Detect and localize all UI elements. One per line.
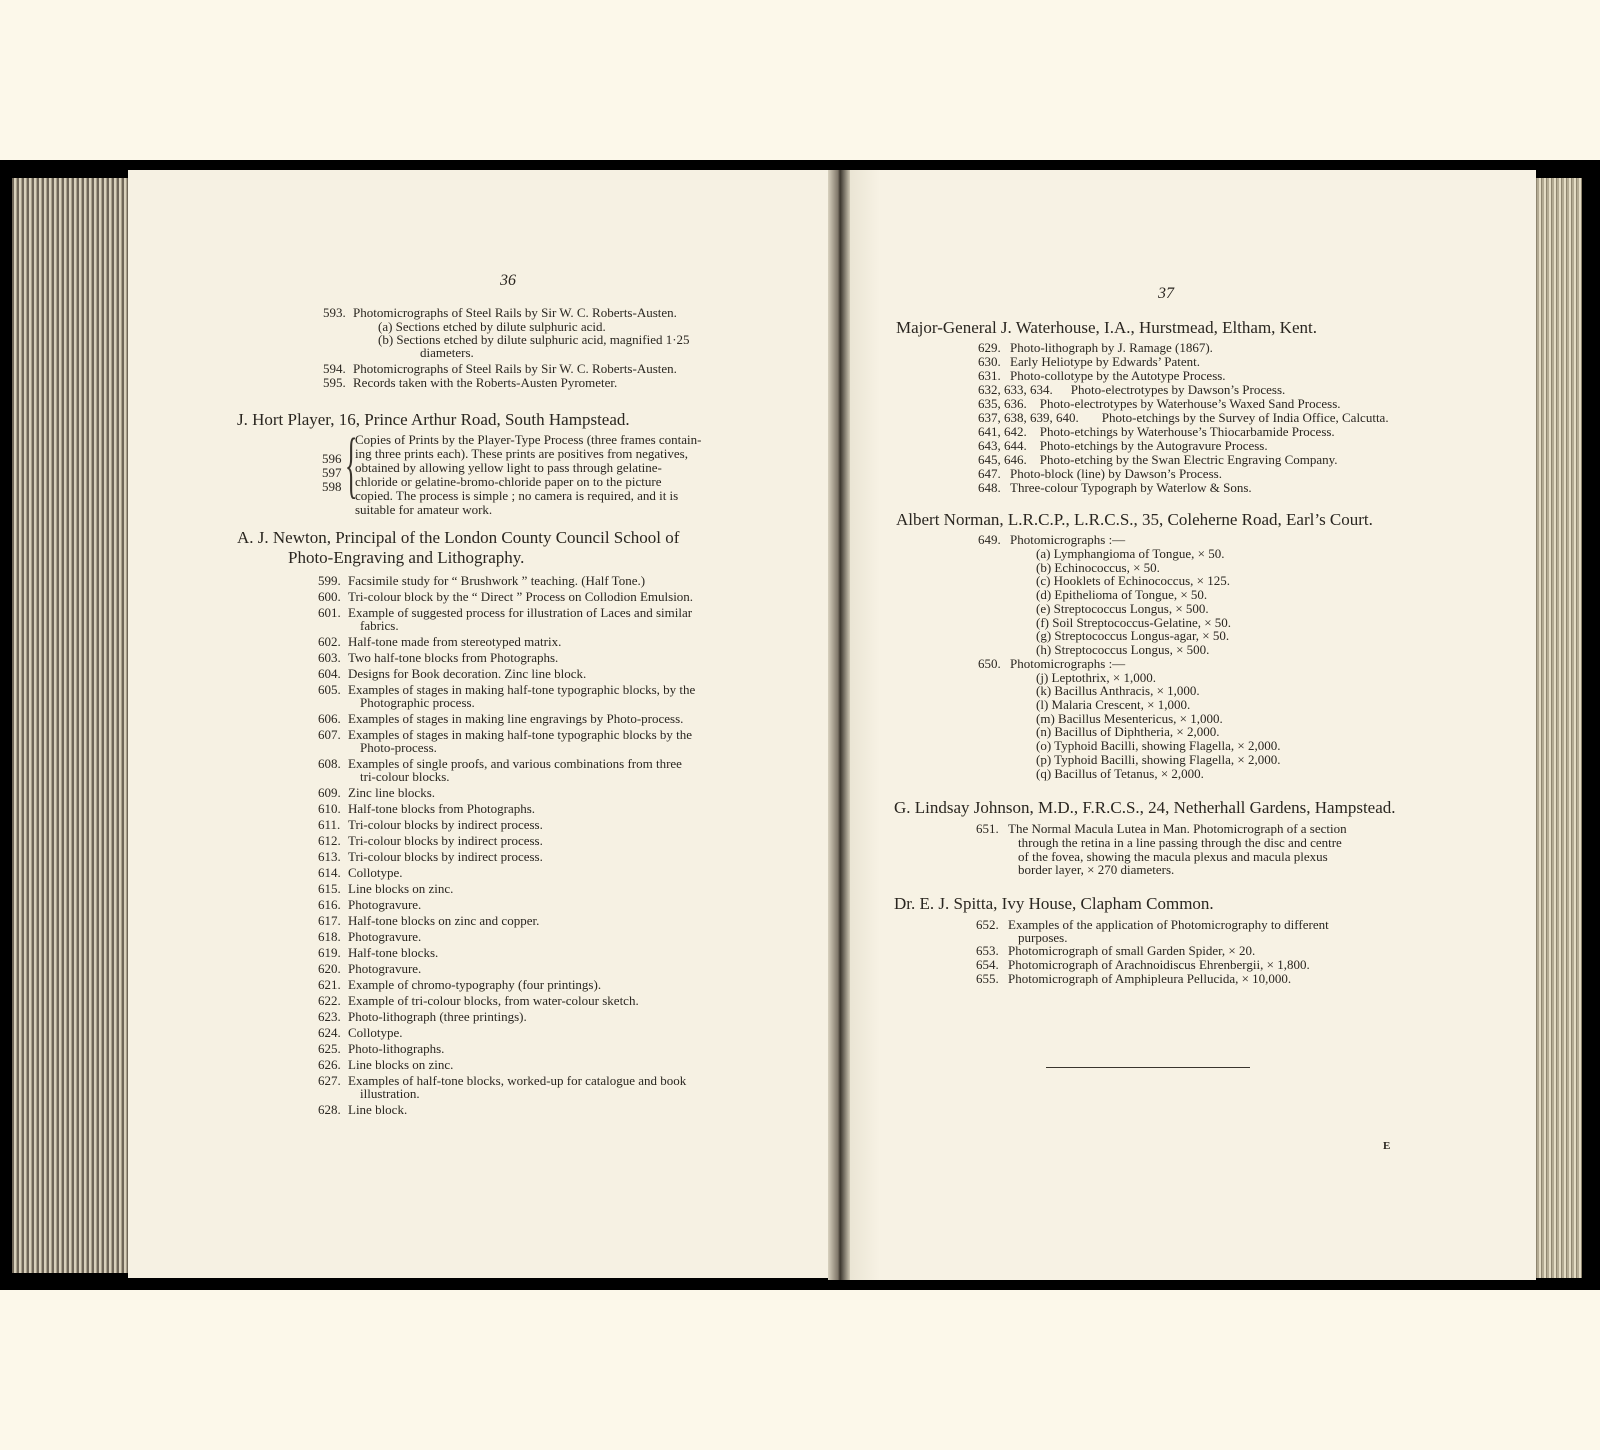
entry-sub: (f) Soil Streptococcus-Gelatine, × 50. <box>1036 614 1232 630</box>
section-heading: G. Lindsay Johnson, M.D., F.R.C.S., 24, Netherhall Gardens, Hampstead. <box>894 798 1396 817</box>
entry-text: Photomicrographs of Steel Rails by Sir W. C. Roberts-Austen. <box>353 305 677 320</box>
entry-number: 631. <box>978 368 1001 383</box>
entry-text: Photogravure. <box>348 897 422 912</box>
entry-text: Facsimile study for “ Brushwork ” teaching. (Half Tone.) <box>348 573 646 588</box>
entry-sub: (m) Bacillus Mesentericus, × 1,000. <box>1036 710 1223 726</box>
entry-number: 624. <box>318 1025 341 1040</box>
entry-number: 610. <box>318 801 341 816</box>
entry-text: copied. The process is simple ; no camera is required, and it is <box>355 488 679 503</box>
entry-text-cont: illustration. <box>360 1086 420 1101</box>
entry-number: 596 <box>322 451 342 466</box>
entry-number: 614. <box>318 865 341 880</box>
entry-number: 648. <box>978 480 1001 495</box>
entry-text: Copies of Prints by the Player-Type Process (three frames contain- <box>355 432 702 447</box>
entry-number: 652. <box>976 917 999 932</box>
entry-number: 622. <box>318 993 341 1008</box>
entry-number: 598 <box>322 479 342 494</box>
entry-number: 653. <box>976 943 999 958</box>
entry-text: Photomicrograph of Amphipleura Pellucida, × 10,000. <box>1008 971 1292 986</box>
entry-text: Photo-lithographs. <box>348 1041 445 1056</box>
brace-mark: { <box>345 424 358 506</box>
section-heading: A. J. Newton, Principal of the London County Council School of <box>237 528 680 547</box>
entry-number: 654. <box>976 957 999 972</box>
entry-text: Zinc line blocks. <box>348 785 436 800</box>
entry-number: 618. <box>318 929 341 944</box>
entry-text: Three-colour Typograph by Waterlow & Sons. <box>1010 480 1252 495</box>
entry-text: Photomicrograph of small Garden Spider, × 20. <box>1008 943 1256 958</box>
entry-text: Half-tone blocks from Photographs. <box>348 801 536 816</box>
entry-text: Example of tri-colour blocks, from water-colour sketch. <box>348 993 639 1008</box>
entry-text-cont: through the retina in a line passing through the disc and centre <box>1018 835 1342 850</box>
entry-sub: (b) Echinococcus, × 50. <box>1036 559 1160 575</box>
book-gutter <box>828 170 850 1280</box>
entry-text: Tri-colour blocks by indirect process. <box>348 849 543 864</box>
entry-text: Photomicrographs :— <box>1010 532 1126 547</box>
entry-text: Photogravure. <box>348 929 422 944</box>
entry-number: 651. <box>976 821 999 836</box>
entry-text-cont: of the fovea, showing the macula plexus and macula plexus <box>1018 848 1328 864</box>
entry-number: 606. <box>318 711 341 726</box>
entry-sub: (h) Streptococcus Longus, × 500. <box>1036 641 1210 657</box>
entry-text: Photo-etchings by the Autogravure Process. <box>1039 438 1268 453</box>
section-heading: Dr. E. J. Spitta, Ivy House, Clapham Common. <box>894 894 1214 913</box>
entry-text: Line blocks on zinc. <box>348 1057 454 1072</box>
entry-text: Tri-colour blocks by indirect process. <box>348 817 543 832</box>
entry-sub: (q) Bacillus of Tetanus, × 2,000. <box>1036 765 1204 781</box>
signature-mark: E <box>1383 1140 1391 1152</box>
entry-number: 603. <box>318 650 341 665</box>
entry-text: Collotype. <box>348 1025 403 1040</box>
entry-number: 613. <box>318 849 341 864</box>
entry-text: Half-tone blocks. <box>348 945 439 960</box>
entry-number: 604. <box>318 666 341 681</box>
entry-number: 593. <box>323 305 346 320</box>
entry-number: 599. <box>318 573 341 588</box>
entry-number: 637, 638, 639, 640. <box>978 410 1079 425</box>
entry-text: Photo-etchings by the Survey of India Office, Calcutta. <box>1101 410 1389 425</box>
entry-number: 607. <box>318 727 341 742</box>
entry-text-cont: purposes. <box>1018 930 1068 945</box>
entry-text-cont: Photographic process. <box>360 695 475 710</box>
entry-sub: (j) Leptothrix, × 1,000. <box>1036 669 1156 685</box>
entry-text: Photo-lithograph by J. Ramage (1867). <box>1010 340 1213 355</box>
entry-text-cont: tri-colour blocks. <box>360 769 450 784</box>
entry-text: chloride or gelatine-bromo-chloride paper on to the picture <box>355 474 662 489</box>
entry-number: 619. <box>318 945 341 960</box>
entry-text: Example of chromo-typography (four printings). <box>348 977 602 992</box>
entry-text: Photo-collotype by the Autotype Process. <box>1010 368 1226 383</box>
section-rule <box>1046 1067 1250 1068</box>
entry-text: Half-tone blocks on zinc and copper. <box>348 913 540 928</box>
entry-number: 628. <box>318 1102 341 1117</box>
entry-text: Examples of stages in making half-tone typographic blocks by the <box>348 727 693 742</box>
entry-sub: (o) Typhoid Bacilli, showing Flagella, × 2,000. <box>1036 738 1281 754</box>
entry-number: 617. <box>318 913 341 928</box>
entry-sub: (k) Bacillus Anthracis, × 1,000. <box>1036 683 1200 699</box>
page-edges-left <box>12 178 132 1273</box>
entry-text: Photo-block (line) by Dawson’s Process. <box>1010 466 1222 481</box>
entry-text: The Normal Macula Lutea in Man. Photomicrograph of a section <box>1008 821 1347 836</box>
entry-sub: (g) Streptococcus Longus-agar, × 50. <box>1036 628 1230 644</box>
entry-sub: (a) Lymphangioma of Tongue, × 50. <box>1036 546 1225 561</box>
section-heading: J. Hort Player, 16, Prince Arthur Road, South Hampstead. <box>237 410 630 429</box>
entry-number: 594. <box>323 361 346 376</box>
entry-text: ing three prints each). These prints are positives from negatives, <box>355 446 688 461</box>
entry-sub: (a) Sections etched by dilute sulphuric acid. <box>378 319 606 334</box>
entry-number: 643, 644. <box>978 438 1027 453</box>
entry-number: 626. <box>318 1057 341 1072</box>
entry-text: Photogravure. <box>348 961 422 976</box>
entry-text: Photomicrographs of Steel Rails by Sir W. C. Roberts-Austen. <box>353 361 677 376</box>
entry-number: 602. <box>318 634 341 649</box>
entry-text: Photomicrographs :— <box>1010 655 1126 671</box>
entry-number: 609. <box>318 785 341 800</box>
entry-number: 616. <box>318 897 341 912</box>
entry-text: Example of suggested process for illustration of Laces and similar <box>348 605 693 620</box>
entry-number: 641, 642. <box>978 424 1027 439</box>
entry-text-cont: Photo-process. <box>360 740 437 755</box>
entry-number: 600. <box>318 589 341 604</box>
entry-text: Examples of stages in making half-tone typographic blocks, by the <box>348 682 696 697</box>
entry-sub: (b) Sections etched by dilute sulphuric acid, magnified 1·25 <box>378 332 690 347</box>
entry-number: 630. <box>978 354 1001 369</box>
entry-text: Examples of stages in making line engravings by Photo-process. <box>348 711 684 726</box>
entry-text: Line blocks on zinc. <box>348 881 454 896</box>
entry-text: Designs for Book decoration. Zinc line block. <box>348 666 587 681</box>
entry-number: 620. <box>318 961 341 976</box>
entry-text: Half-tone made from stereotyped matrix. <box>348 634 562 649</box>
entry-number: 612. <box>318 833 341 848</box>
entry-number: 595. <box>323 375 346 390</box>
section-heading-cont: Photo-Engraving and Lithography. <box>288 548 525 567</box>
entry-text: Examples of single proofs, and various combinations from three <box>348 756 682 771</box>
entry-sub: diameters. <box>420 345 474 360</box>
entry-number: 645, 646. <box>978 452 1027 467</box>
entry-number: 605. <box>318 682 341 697</box>
section-heading: Major-General J. Waterhouse, I.A., Hurstmead, Eltham, Kent. <box>896 318 1317 337</box>
entry-number: 635, 636. <box>978 396 1027 411</box>
entry-text: Line block. <box>348 1102 408 1117</box>
entry-number: 627. <box>318 1073 341 1088</box>
entry-text: Photo-lithograph (three printings). <box>348 1009 527 1024</box>
entry-text: Examples of the application of Photomicrography to different <box>1008 917 1329 932</box>
entry-number: 649. <box>978 532 1001 547</box>
entry-number: 625. <box>318 1041 341 1056</box>
entry-text-cont: fabrics. <box>360 618 399 633</box>
entry-text: Tri-colour blocks by indirect process. <box>348 833 543 848</box>
entry-text: Photo-etching by the Swan Electric Engraving Company. <box>1039 452 1338 467</box>
entry-text-cont: border layer, × 270 diameters. <box>1018 862 1175 877</box>
page-edges-right <box>1532 178 1582 1278</box>
entry-sub: (p) Typhoid Bacilli, showing Flagella, × 2,000. <box>1036 751 1281 767</box>
entry-number: 621. <box>318 977 341 992</box>
entry-number: 647. <box>978 466 1001 481</box>
entry-text: Photomicrograph of Arachnoidiscus Ehrenbergii, × 1,800. <box>1008 957 1310 972</box>
entry-text: Two half-tone blocks from Photographs. <box>348 650 559 665</box>
entry-sub: (c) Hooklets of Echinococcus, × 125. <box>1036 573 1230 589</box>
entry-text: Collotype. <box>348 865 403 880</box>
entry-text: suitable for amateur work. <box>355 502 493 517</box>
page-number: 36 <box>500 272 516 289</box>
entry-number: 611. <box>318 817 341 832</box>
entry-text: Records taken with the Roberts-Austen Pyrometer. <box>353 375 618 390</box>
entry-number: 615. <box>318 881 341 896</box>
entry-text: Examples of half-tone blocks, worked-up for catalogue and book <box>348 1073 687 1088</box>
entry-number: 655. <box>976 971 999 986</box>
entry-text: Photo-electrotypes by Dawson’s Process. <box>1070 382 1286 397</box>
entry-number: 623. <box>318 1009 341 1024</box>
entry-sub: (e) Streptococcus Longus, × 500. <box>1036 600 1209 616</box>
entry-text: Early Heliotype by Edwards’ Patent. <box>1010 354 1201 369</box>
entry-text: obtained by allowing yellow light to pass through gelatine- <box>355 460 662 475</box>
entry-number: 632, 633, 634. <box>978 382 1053 397</box>
entry-number: 597 <box>322 465 342 480</box>
entry-text: Photo-etchings by Waterhouse’s Thiocarbamide Process. <box>1039 424 1335 439</box>
entry-number: 650. <box>978 655 1001 671</box>
entry-sub: (n) Bacillus of Diphtheria, × 2,000. <box>1036 724 1220 740</box>
entry-number: 629. <box>978 340 1001 355</box>
page-number: 37 <box>1158 285 1174 302</box>
entry-sub: (l) Malaria Crescent, × 1,000. <box>1036 697 1191 712</box>
entry-number: 608. <box>318 756 341 771</box>
section-heading: Albert Norman, L.R.C.P., L.R.C.S., 35, Coleherne Road, Earl’s Court. <box>896 510 1373 529</box>
entry-sub: (d) Epithelioma of Tongue, × 50. <box>1036 587 1208 603</box>
entry-text: Photo-electrotypes by Waterhouse’s Waxed Sand Process. <box>1039 396 1341 411</box>
entry-number: 601. <box>318 605 341 620</box>
entry-text: Tri-colour block by the “ Direct ” Process on Collodion Emulsion. <box>348 589 694 604</box>
